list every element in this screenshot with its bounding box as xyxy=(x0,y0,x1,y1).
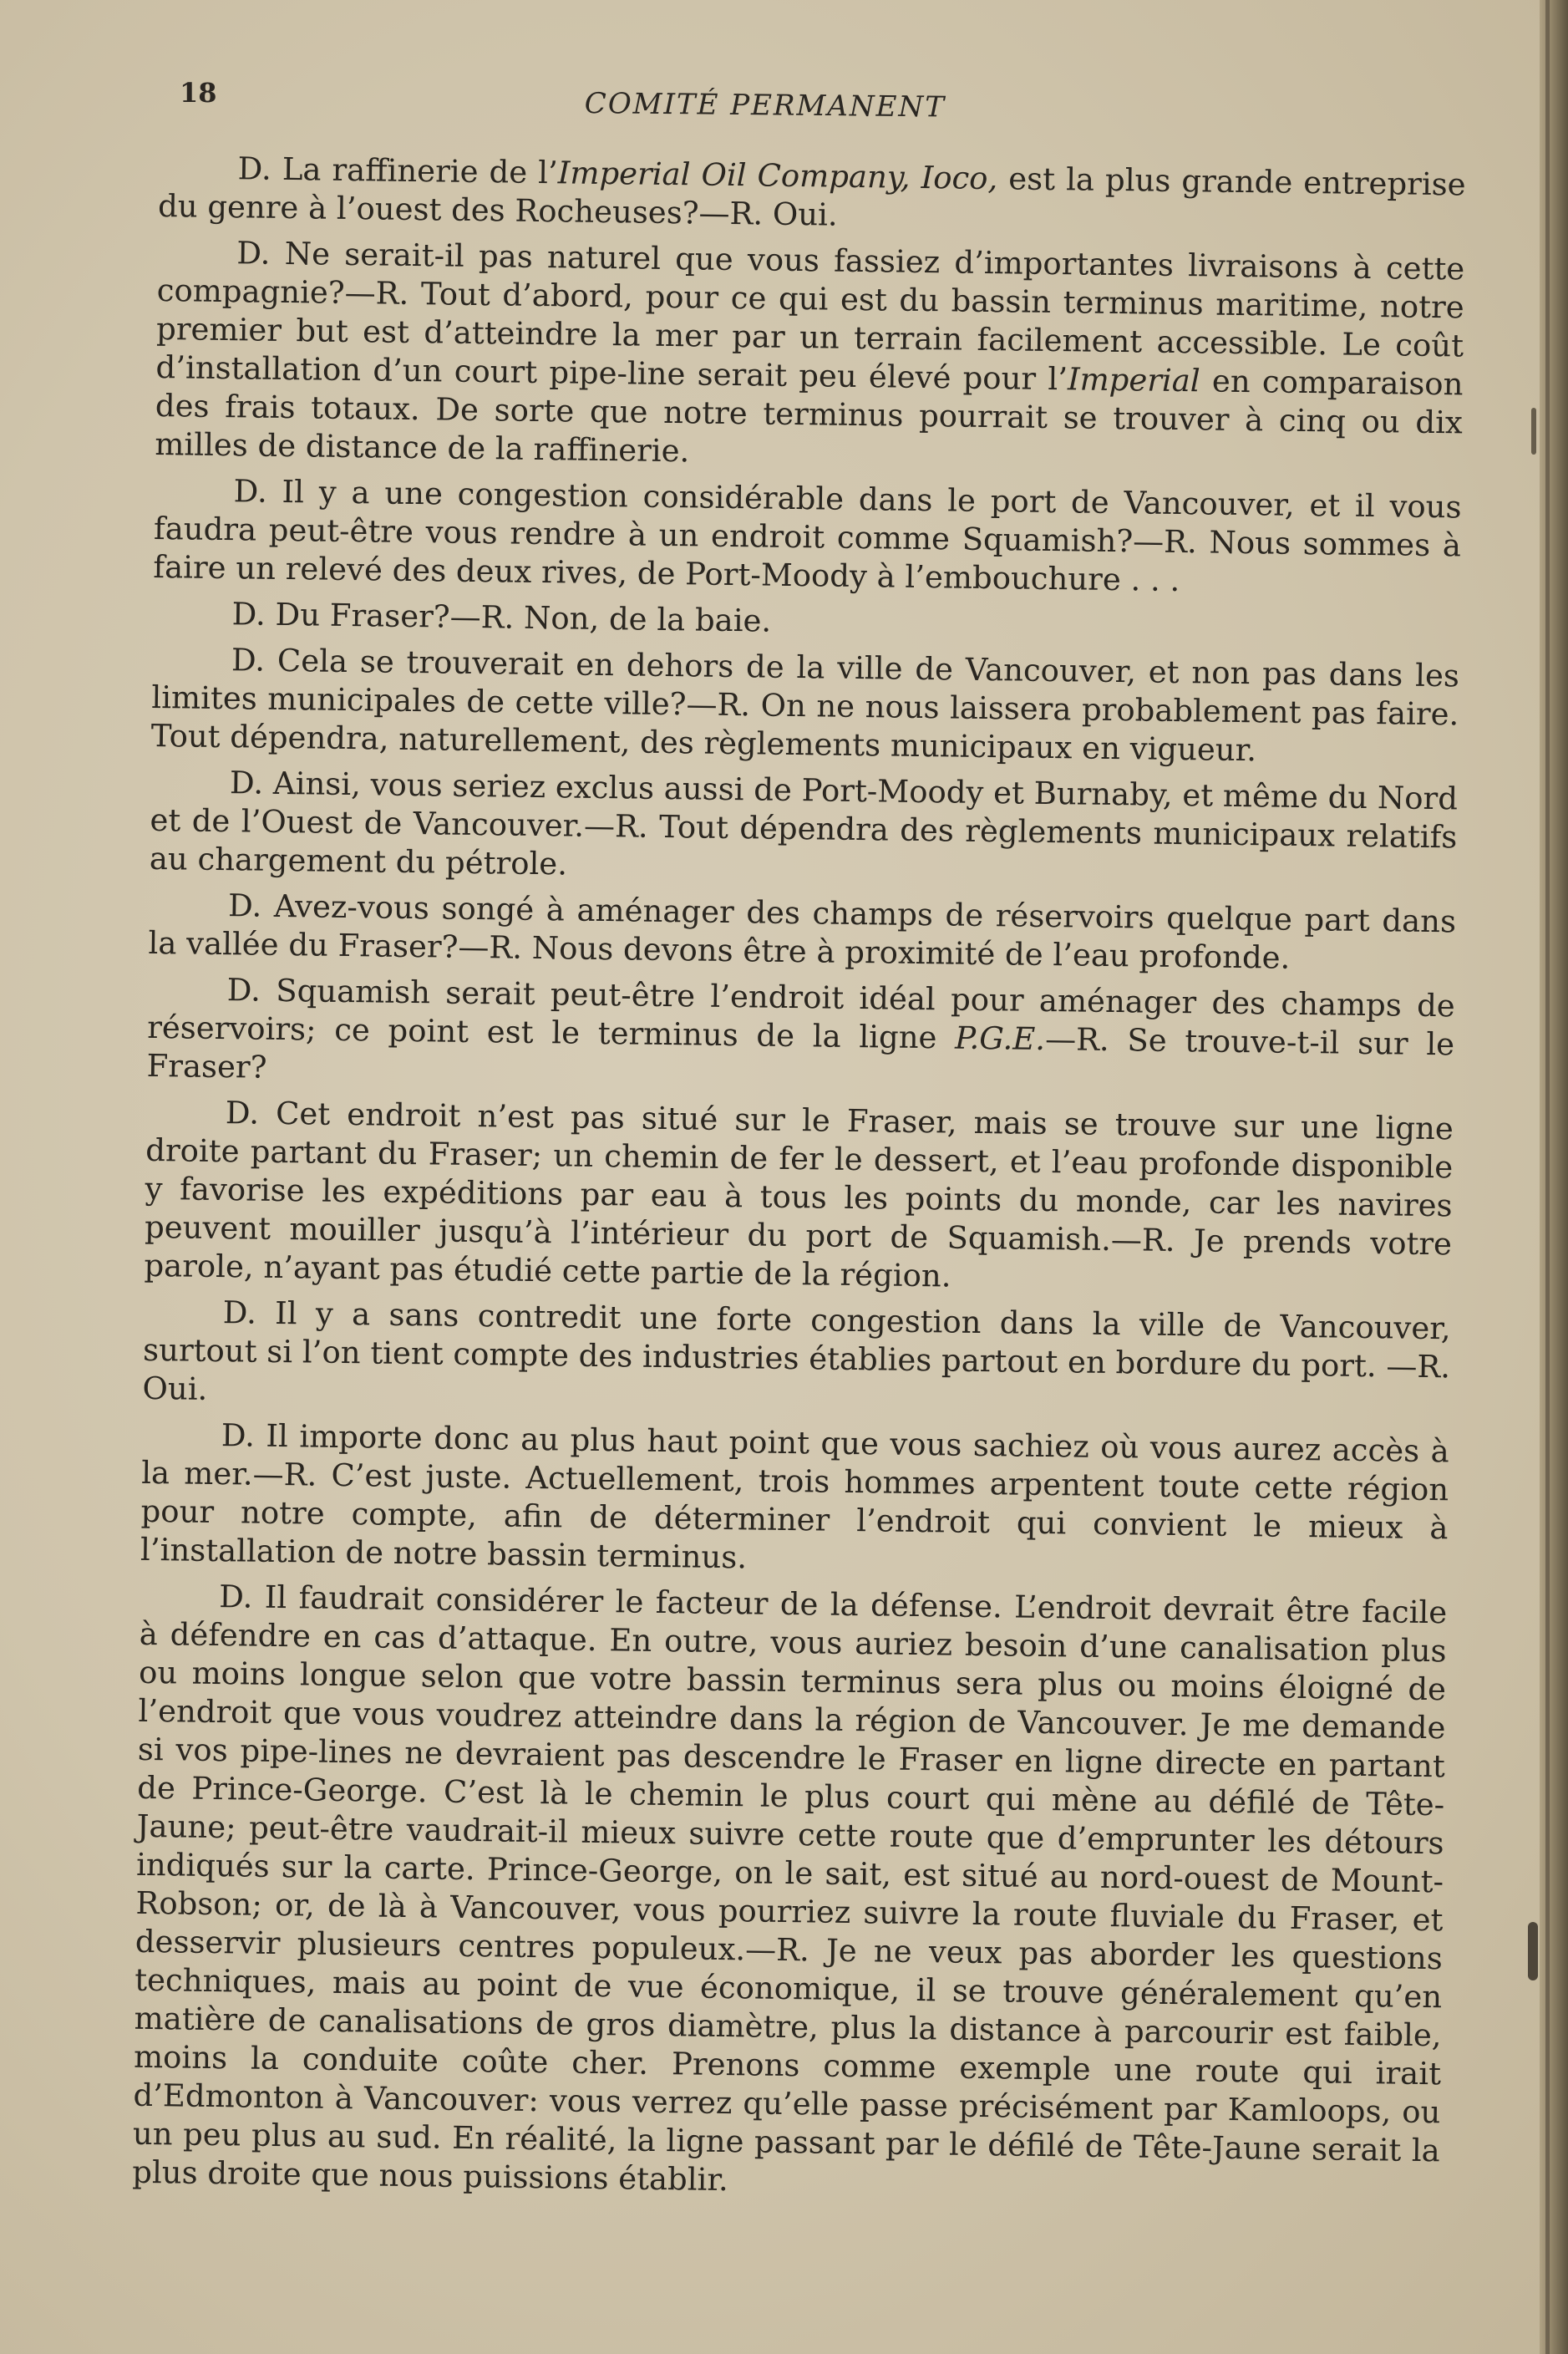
question-answer-paragraph xyxy=(146,970,1455,1102)
question-answer-paragraph xyxy=(155,233,1464,480)
question-answer-paragraph xyxy=(150,640,1459,772)
paragraph-text: D. Il y a sans contredit une forte congestion dans la ville de Vancouver, surtout si l’on tient compte des industries établies partout en bordure du port. —R. Oui. xyxy=(142,1294,1451,1407)
question-answer-paragraph xyxy=(132,1577,1447,2209)
paragraph-text: D. Il importe donc au plus haut point que vous sachiez où vous aurez accès à la mer.—R. C’est juste. Actuellement, trois hommes arpentent toute cette région pour notre compte, afin de déterminer l’endroit qui convient le mieux à l’installation de notre bassin terminus. xyxy=(140,1417,1450,1576)
paragraph-text: D. Ne serait-il pas naturel que vous fassiez d’importantes livraisons à cette compagnie?—R. Tout d’abord, pour ce qui est du bassin terminus maritime, notre premier but est d’atteindre la mer par un terrain facilement accessible. Le coût d’installation d’un court pipe-line serait peu élevé pour l’ xyxy=(155,235,1465,398)
binding-mark xyxy=(1528,1922,1538,1980)
paragraph-text: D. Avez-vous songé à aménager des champs de réservoirs quelque part dans la vallée du Fraser?—R. Nous devons être à proximité de l’eau profonde. xyxy=(148,887,1457,976)
paragraph-text: D. Squamish serait peut-être l’endroit idéal pour aménager des champs de réservoirs; ce point est le terminus de la ligne xyxy=(146,972,1455,1056)
paragraph-text: D. La raffinerie de l’ xyxy=(237,150,559,191)
paragraph-text: D. Cet endroit n’est pas situé sur le Fraser, mais se trouve sur une ligne droite partant du Fraser; un chemin de fer le dessert, et l’eau profonde disponible y favorise les expéditions par eau à tous les points du monde, car les navires peuvent mouiller jusqu’à l’intérieur du port de Squamish.—R. Je prends votre parole, n’ayant pas étudié cette partie de la région. xyxy=(144,1095,1454,1294)
italic-text: Imperial xyxy=(1067,361,1200,399)
paragraph-text: D. Ainsi, vous seriez exclus aussi de Port-Moody et Burnaby, et même du Nord et de l’Ouest de Vancouver.—R. Tout dépendra des règlements municipaux relatifs au chargement du pétrole. xyxy=(149,765,1459,882)
running-head: COMITÉ PERMANENT xyxy=(584,87,946,125)
transcript-body xyxy=(132,149,1466,2216)
binding-shadow-line xyxy=(1545,0,1550,2354)
paragraph-text: D. Cela se trouverait en dehors de la ville de Vancouver, et non pas dans les limites municipales de cette ville?—R. On ne nous laissera probablement pas faire. Tout dépendra, naturellement, des règlements municipaux en vigueur. xyxy=(150,642,1460,769)
paragraph-text: —R. Se trouve-t-il sur le Fraser? xyxy=(146,1020,1455,1085)
question-answer-paragraph xyxy=(158,149,1466,242)
question-answer-paragraph xyxy=(150,763,1459,895)
question-answer-paragraph xyxy=(148,886,1456,979)
page-number: 18 xyxy=(180,77,217,109)
paragraph-text: est la plus grande entreprise du genre à l’ouest des Rocheuses?—R. Oui. xyxy=(157,160,1466,233)
binding-mark xyxy=(1531,408,1536,455)
question-answer-paragraph xyxy=(140,1416,1449,1586)
question-answer-paragraph xyxy=(142,1293,1451,1425)
question-answer-paragraph xyxy=(152,594,1459,649)
question-answer-paragraph xyxy=(153,471,1462,603)
book-binding-edge xyxy=(1540,0,1568,2354)
paragraph-text: D. Il faudrait considérer le facteur de la défense. L’endroit devrait être facile à défendre en cas d’attaque. En outre, vous auriez besoin d’une canalisation plus ou moins longue selon que votre bassin terminus sera plus ou moins éloigné de l’endroit que vous voudrez atteindre dans la région de Vancouver. Je me demande si vos pipe-lines ne devraient pas descendre le Fraser en ligne directe en partant de Prince-George. C’est là le chemin le plus court qui mène au défilé de Tête-Jaune; peut-être vaudrait-il mieux suivre cette route que d’emprunter les détours indiqués sur la carte. Prince-George, on le sait, est situé au nord-ouest de Mount-Robson; or, de là à Vancouver, vous pourriez suivre la route fluviale du Fraser, et desservir plusieurs centres populeux.—R. Je ne veux pas aborder les questions techniques, mais au point de vue économique, il se trouve généralement qu’en matière de canalisations de gros diamètre, plus la distance à parcourir est faible, moins la conduite coûte cher. Prenons comme exemple une route qui irait d’Edmonton à Vancouver: vous verrez qu’elle passe précisément par Kamloops, ou un peu plus au sud. En réalité, la ligne passant par le défilé de Tête-Jaune serait la plus droite que nous puissions établir. xyxy=(132,1579,1448,2199)
italic-text: P.G.E. xyxy=(954,1019,1046,1057)
paragraph-text: D. Du Fraser?—R. Non, de la baie. xyxy=(231,596,772,639)
paragraph-text: D. Il y a une congestion considérable dans le port de Vancouver, et il vous faudra peut-être vous rendre à un endroit comme Squamish?—R. Nous sommes à faire un relevé des deux rives, de Port-Moody à l’embouchure . . . xyxy=(153,473,1462,599)
paragraph-text: en comparaison des frais totaux. De sorte que notre terminus pourrait se trouver à cinq ou dix milles de distance de la raffinerie. xyxy=(155,363,1464,470)
italic-text: Imperial Oil Company, Ioco, xyxy=(557,155,998,197)
question-answer-paragraph xyxy=(144,1093,1454,1302)
